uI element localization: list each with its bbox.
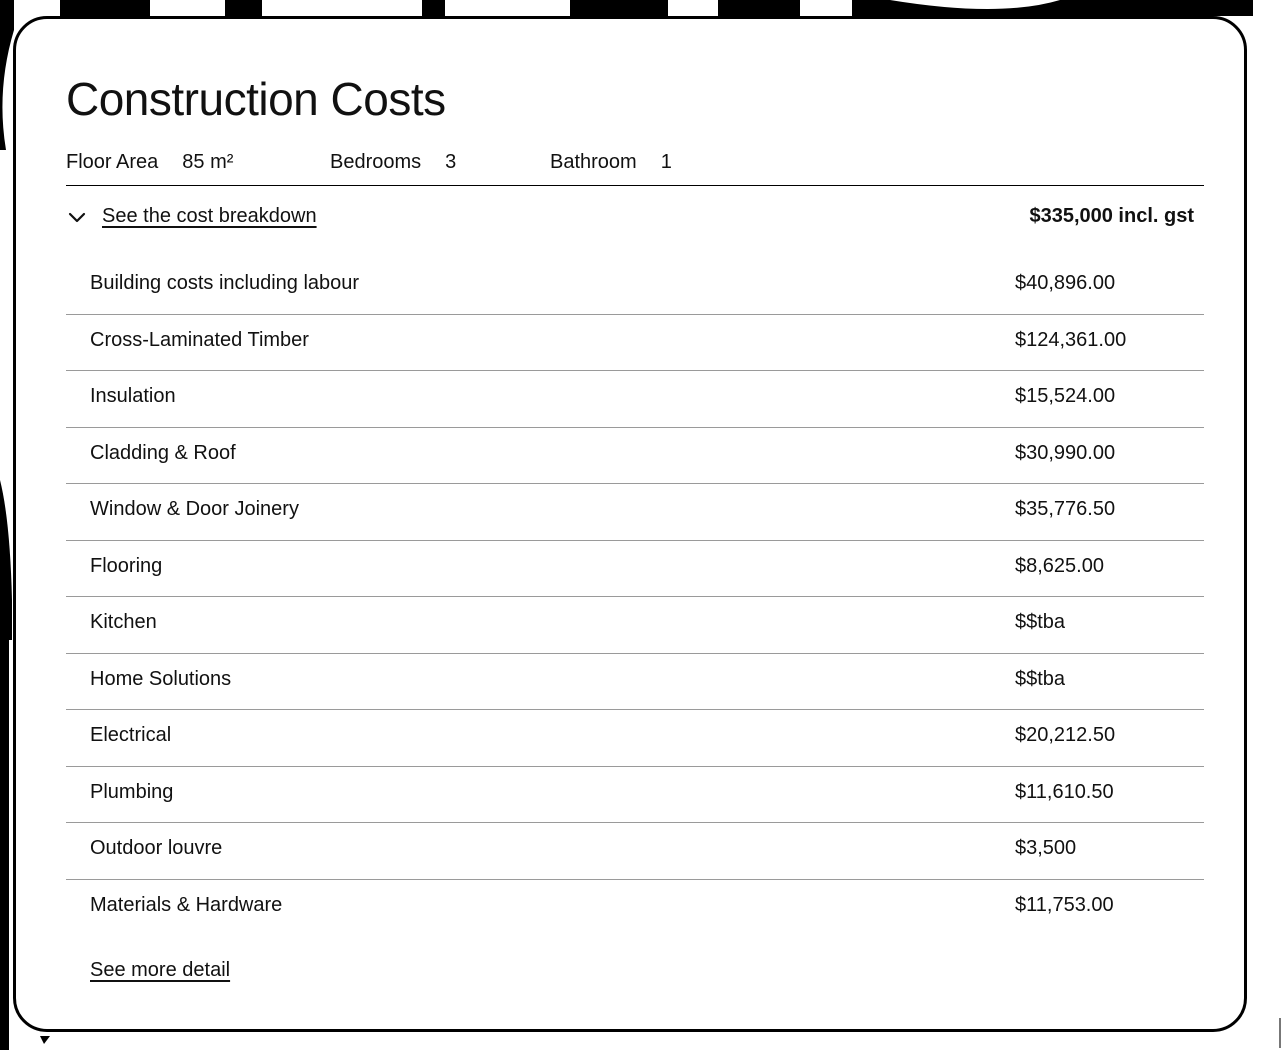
- cost-item-value: $35,776.50: [1015, 498, 1116, 520]
- chevron-down-icon: [66, 206, 88, 228]
- spec-floor-area: [66, 151, 233, 174]
- cost-row: [66, 597, 1204, 654]
- cost-item-name: Cross-Laminated Timber: [90, 328, 309, 351]
- cost-list: [66, 258, 1204, 935]
- cost-item-value: $8,625.00: [1015, 554, 1104, 577]
- cost-row: [66, 484, 1204, 541]
- spec-floor-area-value: 85 m²: [182, 151, 234, 173]
- construction-costs-card: [13, 16, 1247, 1032]
- total-cost: $335,000 incl. gst: [1029, 205, 1194, 227]
- cost-item-value: $15,524.00: [1015, 385, 1116, 407]
- spec-bathroom-value: 1: [660, 151, 672, 173]
- cost-row: [66, 541, 1204, 598]
- spec-summary: [66, 149, 1204, 186]
- cost-row: [66, 823, 1204, 880]
- spec-bedrooms-value: 3: [445, 151, 457, 173]
- cost-row: [66, 371, 1204, 428]
- cost-item-name: Kitchen: [90, 611, 157, 633]
- cost-item-name: Electrical: [90, 724, 172, 746]
- cost-row: [66, 880, 1204, 936]
- cost-item-name: Cladding & Roof: [90, 441, 236, 464]
- cost-item-value: $30,990.00: [1015, 441, 1116, 464]
- spec-bedrooms: [330, 151, 456, 174]
- cost-row: [66, 767, 1204, 824]
- spec-bedrooms-label: Bedrooms: [330, 151, 422, 173]
- cost-item-name: Flooring: [90, 554, 163, 577]
- cost-item-name: Outdoor louvre: [90, 837, 223, 859]
- cost-item-name: Window & Door Joinery: [90, 498, 299, 520]
- cost-row: [66, 428, 1204, 485]
- cost-item-name: Home Solutions: [90, 667, 232, 690]
- cost-item-value: $20,212.50: [1015, 724, 1116, 746]
- cost-item-name: Building costs including labour: [90, 272, 360, 294]
- cost-item-value: $40,896.00: [1015, 272, 1116, 294]
- cost-row: [66, 654, 1204, 711]
- cost-breakdown-header: [66, 205, 1204, 235]
- cost-item-value: $$tba: [1015, 667, 1066, 690]
- cost-row: [66, 258, 1204, 315]
- spec-bathroom: [550, 151, 672, 174]
- cost-item-value: $$tba: [1015, 611, 1066, 633]
- spec-floor-area-label: Floor Area: [66, 151, 159, 173]
- cost-breakdown-toggle-label: See the cost breakdown: [102, 205, 317, 227]
- cost-breakdown-toggle[interactable]: [66, 205, 317, 228]
- cost-row: [66, 315, 1204, 372]
- page-title: Construction Costs: [66, 73, 446, 125]
- scrollbar-thumb[interactable]: [1279, 1018, 1281, 1048]
- cost-item-name: Materials & Hardware: [90, 893, 283, 916]
- cost-item-value: $124,361.00: [1015, 328, 1127, 351]
- cost-item-name: Insulation: [90, 385, 176, 407]
- see-more-detail-link[interactable]: See more detail: [90, 959, 231, 981]
- cost-item-value: $11,753.00: [1015, 893, 1114, 916]
- cost-row: [66, 710, 1204, 767]
- cost-item-value: $3,500: [1015, 837, 1077, 859]
- spec-bathroom-label: Bathroom: [550, 151, 637, 173]
- cost-item-value: $11,610.50: [1015, 780, 1114, 803]
- cost-item-name: Plumbing: [90, 780, 174, 803]
